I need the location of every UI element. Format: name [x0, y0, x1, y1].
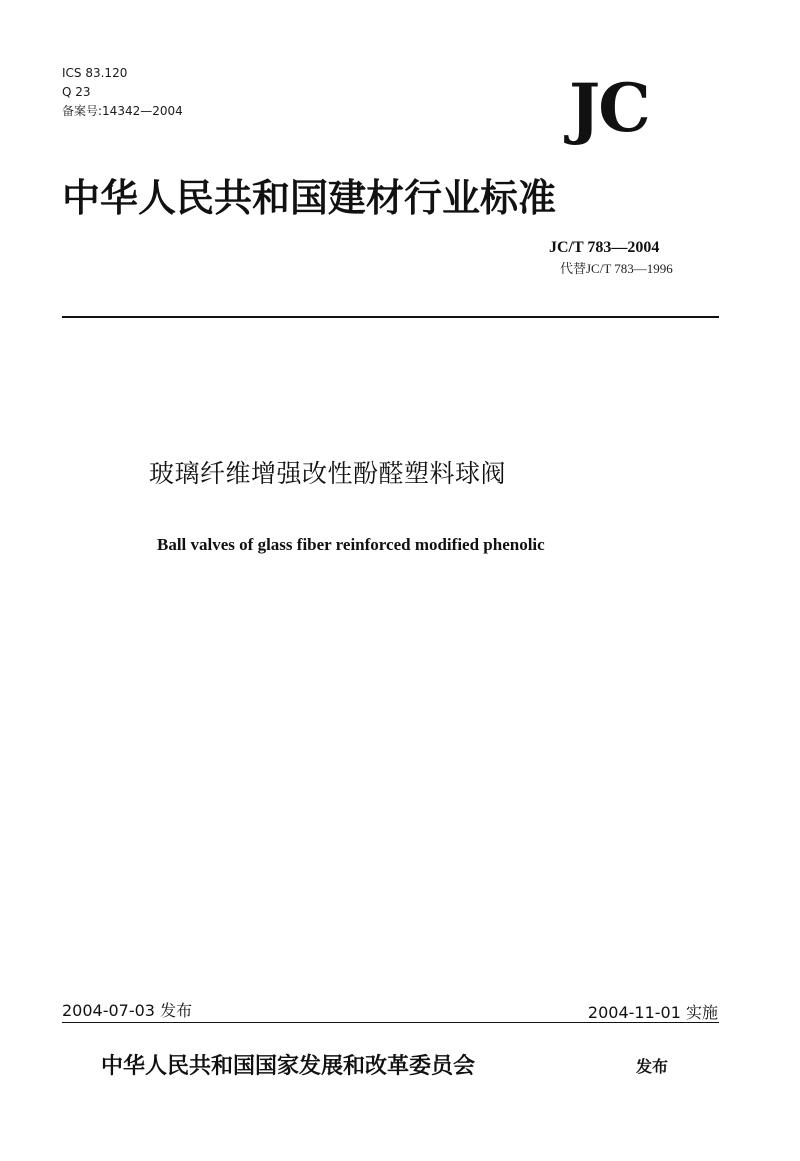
standard-number: JC/T 783—2004 — [549, 239, 660, 256]
header-divider — [62, 316, 719, 318]
document-title-english: Ball valves of glass fiber reinforced modified phenolic — [157, 535, 545, 554]
standard-category-title: 中华人民共和国建材行业标准 — [62, 175, 557, 220]
publish-label: 发布 — [636, 1057, 669, 1076]
jc-logo: JC — [569, 69, 649, 147]
ics-code: ICS 83.120 — [62, 66, 128, 80]
implementation-date: 2004-11-01 实施 — [587, 1003, 718, 1022]
publishing-authority: 中华人民共和国国家发展和改革委员会 — [101, 1053, 476, 1079]
record-number: 备案号:14342—2004 — [62, 104, 183, 118]
footer-divider — [62, 1022, 719, 1023]
document-title-chinese: 玻璃纤维增强改性酚醛塑料球阀 — [149, 459, 507, 488]
classification-block — [62, 64, 183, 121]
replaced-standard: 代替JC/T 783—1996 — [560, 261, 673, 276]
ccs-code: Q 23 — [62, 85, 91, 99]
issue-date: 2004-07-03 发布 — [62, 1001, 193, 1020]
